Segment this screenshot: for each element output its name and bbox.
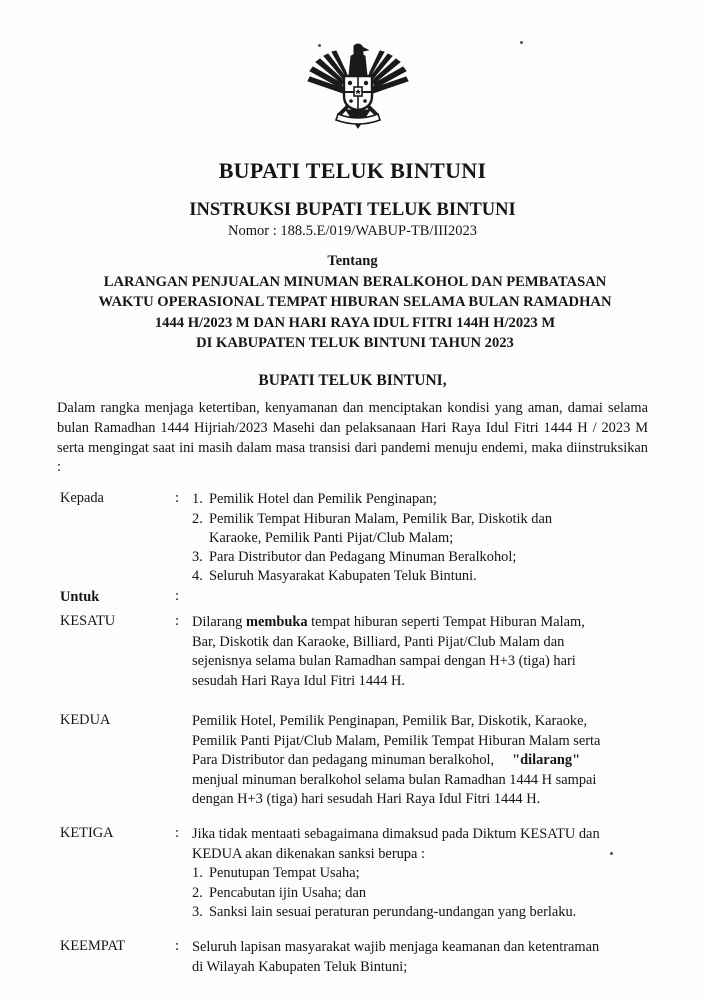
preamble-title: BUPATI TELUK BINTUNI, bbox=[258, 372, 447, 389]
garuda-emblem-icon bbox=[302, 40, 414, 134]
colon: : bbox=[175, 588, 179, 604]
list-item: 4. Seluruh Masyarakat Kabupaten Teluk Bintuni. bbox=[192, 568, 477, 584]
issuer-title: BUPATI TELUK BINTUNI bbox=[218, 158, 487, 183]
emphasis-dilarang: "dilarang" bbox=[512, 752, 581, 769]
kesatu-label: KESATU bbox=[60, 613, 116, 629]
scan-speck bbox=[610, 852, 613, 855]
kedua-label: KEDUA bbox=[60, 712, 111, 728]
intro-paragraph: Dalam rangka menjaga ketertiban, kenyamanan dan menciptakan kondisi yang aman, damai selama bulan Ramadhan 1444 Hijriah/2023 Masehi dan pelaksanaan Hari Raya Idul Fitri 1444 H / 2023 M serta mengingat saat ini masih dalam masa transisi dari pandemi menuju endemi, maka diinstruksikan : bbox=[57, 400, 648, 476]
ketiga-paragraph: Jika tidak mentaati sebagaimana dimaksud pada Diktum KESATU dan KEDUA akan dikenakan sanksi berupa : 1. Penutupan Tempat Usaha; 2. Pencabutan ijin Usaha; dan 3. Sanksi lain sesuai peraturan perundang-undangan yang berlaku. bbox=[192, 825, 652, 923]
list-item: 3. Para Distributor dan Pedagang Minuman Beralkohol; bbox=[192, 549, 517, 565]
subject-line: DI KABUPATEN TELUK BINTUNI TAHUN 2023 bbox=[196, 335, 514, 352]
list-item: 2. Pemilik Tempat Hiburan Malam, Pemilik Bar, Diskotik dan bbox=[192, 511, 553, 527]
subject-line: WAKTU OPERASIONAL TEMPAT HIBURAN SELAMA BULAN RAMADHAN bbox=[98, 294, 612, 311]
keempat-label: KEEMPAT bbox=[60, 938, 126, 954]
list-item: 1. Penutupan Tempat Usaha; bbox=[192, 865, 360, 882]
untuk-label: Untuk bbox=[60, 589, 100, 605]
scan-speck bbox=[520, 41, 523, 44]
kesatu-paragraph: Dilarang membuka tempat hiburan seperti Tempat Hiburan Malam, Bar, Diskotik dan Karaoke, Billiard, Panti Pijat/Club Malam dan sejenisnya selama bulan Ramadhan sampai dengan H+3 (tiga) hari sesudah Hari Raya Idul Fitri 1444 H. bbox=[192, 614, 585, 689]
list-item: 3. Sanksi lain sesuai peraturan perundang-undangan yang berlaku. bbox=[192, 904, 577, 921]
list-item: 2. Pencabutan ijin Usaha; dan bbox=[192, 884, 367, 901]
emphasis-membuka: membuka bbox=[245, 614, 308, 630]
subject-block bbox=[50, 272, 660, 354]
document-number: Nomor : 188.5.E/019/WABUP-TB/III2023 bbox=[228, 223, 477, 239]
colon: : bbox=[175, 613, 179, 629]
scan-speck bbox=[318, 44, 321, 47]
instrument-title: INSTRUKSI BUPATI TELUK BINTUNI bbox=[189, 200, 516, 220]
colon: : bbox=[175, 490, 179, 506]
ketiga-label: KETIGA bbox=[60, 825, 114, 841]
kepada-label: Kepada bbox=[60, 490, 104, 506]
kedua-paragraph: Pemilik Hotel, Pemilik Penginapan, Pemilik Bar, Diskotik, Karaoke, Pemilik Panti Pijat/Club Malam, Pemilik Tempat Hiburan Malam serta Para Distributor dan pedagang minuman beralkohol, "dilarang" menjual minuman beralkohol selama bulan Ramadhan 1444 H sampai dengan H+3 (tiga) hari sesudah Hari Raya Idul Fitri 1444 H. bbox=[192, 713, 601, 808]
tentang-label: Tentang bbox=[327, 253, 378, 269]
list-item: 1. Pemilik Hotel dan Pemilik Penginapan; bbox=[192, 491, 437, 507]
subject-line: 1444 H/2023 M DAN HARI RAYA IDUL FITRI 144H H/2023 M bbox=[154, 314, 556, 331]
colon: : bbox=[175, 825, 179, 841]
keempat-paragraph: Seluruh lapisan masyarakat wajib menjaga keamanan dan ketentraman di Wilayah Kabupaten Teluk Bintuni; bbox=[192, 939, 600, 975]
colon: : bbox=[175, 938, 179, 954]
list-item: Karaoke, Pemilik Panti Pijat/Club Malam; bbox=[209, 530, 454, 546]
subject-line: LARANGAN PENJUALAN MINUMAN BERALKOHOL DAN PEMBATASAN bbox=[103, 274, 607, 290]
